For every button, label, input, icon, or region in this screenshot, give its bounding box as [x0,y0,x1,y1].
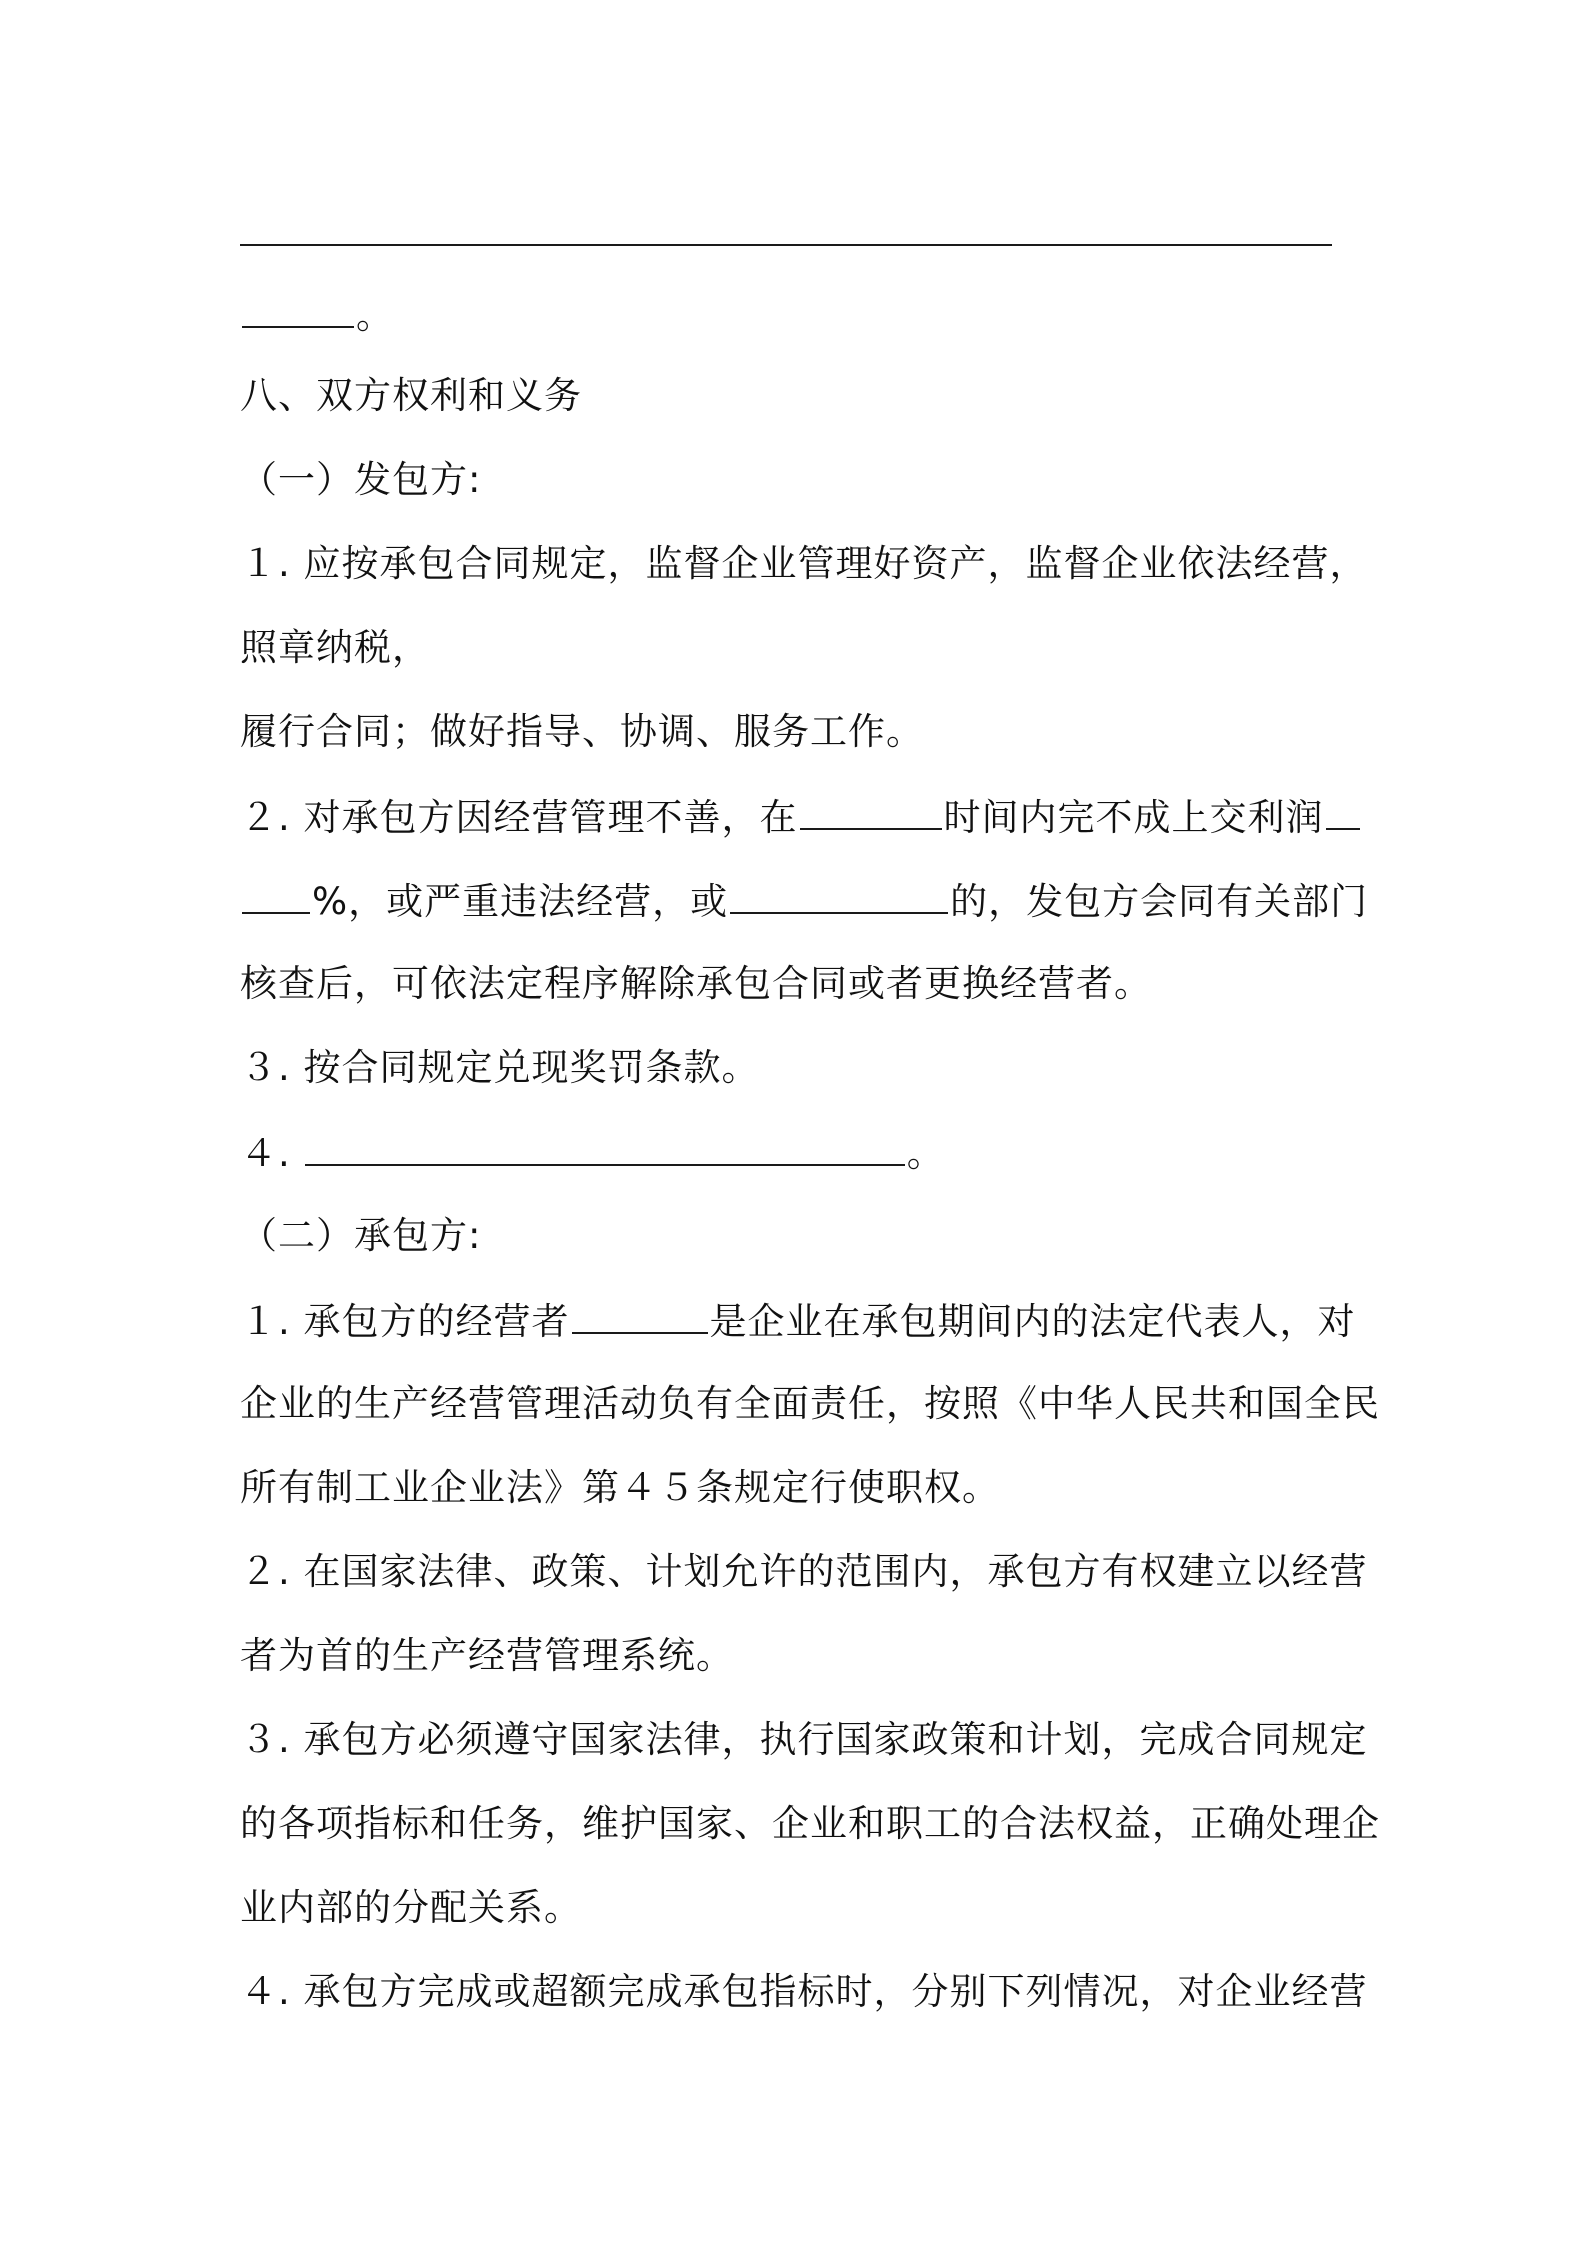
party-a-item2-line1 [240,792,1362,842]
text-segment: %，或严重违法经营，或 [312,880,729,923]
party-b-item3-line1: ３. 承包方必须遵守国家法律，执行国家政策和计划，完成合同规定 [240,1718,1368,1761]
period: 。 [356,294,394,337]
text-segment: 的，发包方会同有关部门 [950,880,1369,923]
fill-in-blank-line [240,244,1332,246]
party-b-item1-line3: 所有制工业企业法》第４５条规定行使职权。 [240,1466,1000,1509]
party-a-item2-line2 [240,876,1368,926]
party-b-item2-line1: ２. 在国家法律、政策、计划允许的范围内，承包方有权建立以经营 [240,1550,1368,1593]
continuation-line [240,290,394,340]
party-a-item1-line2: 照章纳税， [240,626,430,669]
text-segment: ４. [240,1132,291,1175]
party-a-item2-line3: 核查后，可依法定程序解除承包合同或者更换经营者。 [240,962,1152,1005]
text-segment: 时间内完不成上交利润 [943,796,1324,839]
party-a-item1-line3: 履行合同；做好指导、协调、服务工作。 [240,710,924,753]
fill-in-blank [730,876,948,914]
party-b-item3-line2: 的各项指标和任务，维护国家、企业和职工的合法权益，正确处理企 [240,1802,1380,1845]
party-b-item3-line3: 业内部的分配关系。 [240,1886,582,1929]
section-8-title: 八、双方权利和义务 [240,374,582,417]
party-a-heading: （一）发包方: [240,458,482,501]
text-segment: １. 承包方的经营者 [240,1300,570,1343]
fill-in-blank [572,1296,708,1334]
party-b-item2-line2: 者为首的生产经营管理系统。 [240,1634,734,1677]
fill-in-blank [1326,792,1360,830]
text-segment: 是企业在承包期间内的法定代表人，对 [709,1300,1356,1343]
party-a-item3: ３. 按合同规定兑现奖罚条款。 [240,1046,760,1089]
period: 。 [906,1132,945,1175]
fill-in-blank [242,876,310,914]
party-a-item4 [240,1128,945,1178]
fill-in-blank [305,1128,905,1166]
party-b-item1-line1 [240,1296,1356,1346]
text-segment: ２. 对承包方因经营管理不善，在 [240,796,798,839]
party-b-item1-line2: 企业的生产经营管理活动负有全面责任，按照《中华人民共和国全民 [240,1382,1380,1425]
party-a-item1-line1: １. 应按承包合同规定，监督企业管理好资产，监督企业依法经营， [240,542,1368,585]
fill-in-blank [800,792,942,830]
party-b-heading: （二）承包方: [240,1214,482,1257]
fill-in-blank [242,290,354,328]
party-b-item4-line1: ４. 承包方完成或超额完成承包指标时，分别下列情况，对企业经营 [240,1970,1368,2013]
